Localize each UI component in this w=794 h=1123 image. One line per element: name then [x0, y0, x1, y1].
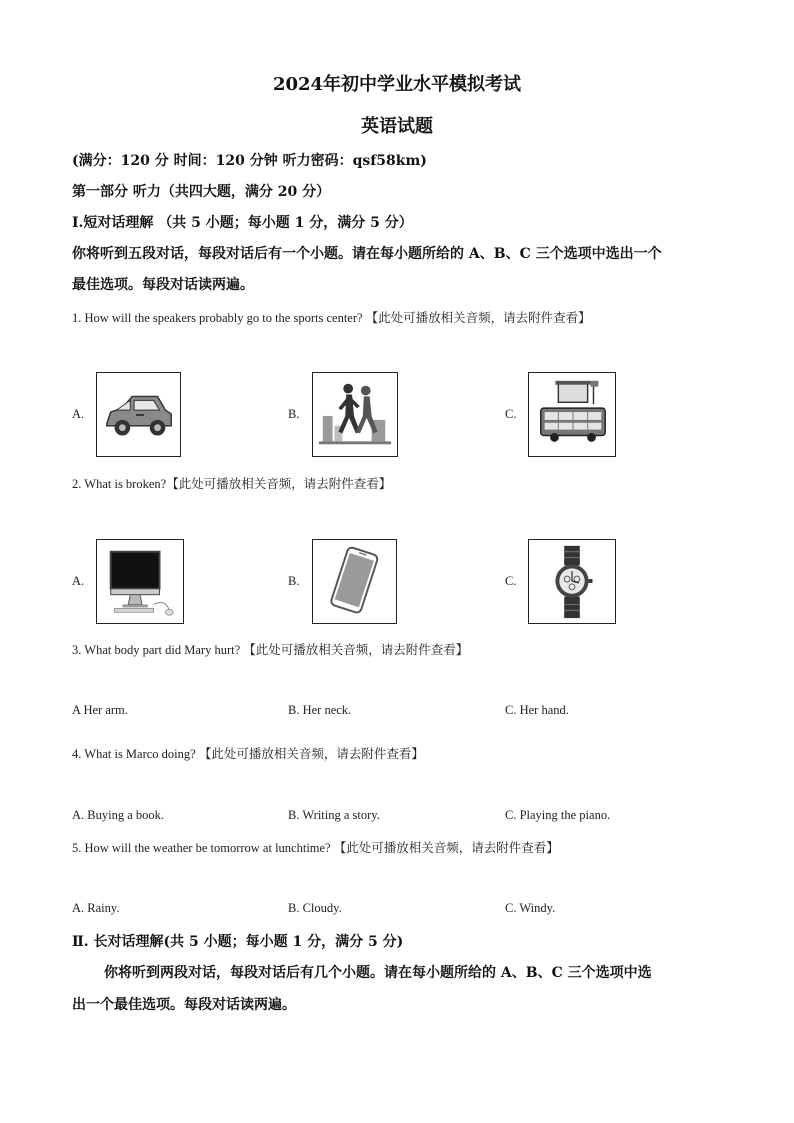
section1-instruction-line2: 最佳选项。每段对话读两遍。	[72, 277, 254, 293]
q1-option-a-image	[96, 372, 181, 457]
q2-option-a-image	[96, 539, 184, 624]
q4-option-b: B. Writing a story.	[288, 808, 380, 822]
question-5: 5. How will the weather be tomorrow at lunchtime? 【此处可播放相关音频，请去附件查看】	[72, 841, 559, 855]
q3-option-c: C. Her hand.	[505, 703, 569, 717]
q2-option-b-label: B.	[288, 574, 300, 588]
q2-option-b-image	[312, 539, 397, 624]
part1-heading: 第一部分 听力（共四大题，满分 20 分）	[72, 184, 331, 200]
runners-icon	[313, 373, 397, 456]
computer-icon	[97, 540, 183, 623]
q5-option-c: C. Windy.	[505, 901, 556, 915]
q2-option-a-label: A.	[72, 574, 85, 588]
exam-info: (满分：120 分 时间：120 分钟 听力密码：qsf58km)	[72, 153, 427, 169]
q1-option-c-label: C.	[505, 407, 517, 421]
q4-option-a: A. Buying a book.	[72, 808, 165, 822]
section1-instruction-line1: 你将听到五段对话，每段对话后有一个小题。请在每小题所给的 A、B、C 三个选项中选出一个	[72, 246, 662, 262]
q1-option-b-image	[312, 372, 398, 457]
question-2: 2. What is broken?【此处可播放相关音频，请去附件查看】	[72, 477, 392, 491]
phone-icon	[313, 540, 396, 623]
question-4: 4. What is Marco doing? 【此处可播放相关音频，请去附件查看】	[72, 747, 424, 761]
section1-heading: Ⅰ.短对话理解 （共 5 小题；每小题 1 分，满分 5 分）	[72, 215, 413, 231]
q2-option-c-image	[528, 539, 616, 624]
car-icon	[97, 373, 180, 456]
q1-option-c-image	[528, 372, 616, 457]
section2-instruction-line1: 你将听到两段对话，每段对话后有几个小题。请在每小题所给的 A、B、C 三个选项中选	[104, 965, 652, 981]
q5-option-a: A. Rainy.	[72, 901, 120, 915]
q1-option-a-label: A.	[72, 407, 85, 421]
q4-option-c: C. Playing the piano.	[505, 808, 611, 822]
section2-instruction-line2: 出一个最佳选项。每段对话读两遍。	[72, 997, 296, 1013]
question-3: 3. What body part did Mary hurt? 【此处可播放相关音频，请去附件查看】	[72, 643, 469, 657]
section2-heading: Ⅱ. 长对话理解(共 5 小题；每小题 1 分，满分 5 分)	[72, 934, 404, 950]
q1-option-b-label: B.	[288, 407, 300, 421]
watch-icon	[529, 540, 615, 623]
bus-icon	[529, 373, 615, 456]
question-1: 1. How will the speakers probably go to the sports center? 【此处可播放相关音频，请去附件查看】	[72, 311, 591, 325]
q5-option-b: B. Cloudy.	[288, 901, 342, 915]
exam-subtitle: 英语试题	[361, 116, 433, 137]
exam-title: 2024年初中学业水平模拟考试	[272, 74, 522, 95]
q2-option-c-label: C.	[505, 574, 517, 588]
q3-option-b: B. Her neck.	[288, 703, 352, 717]
q3-option-a: A Her arm.	[72, 703, 128, 717]
